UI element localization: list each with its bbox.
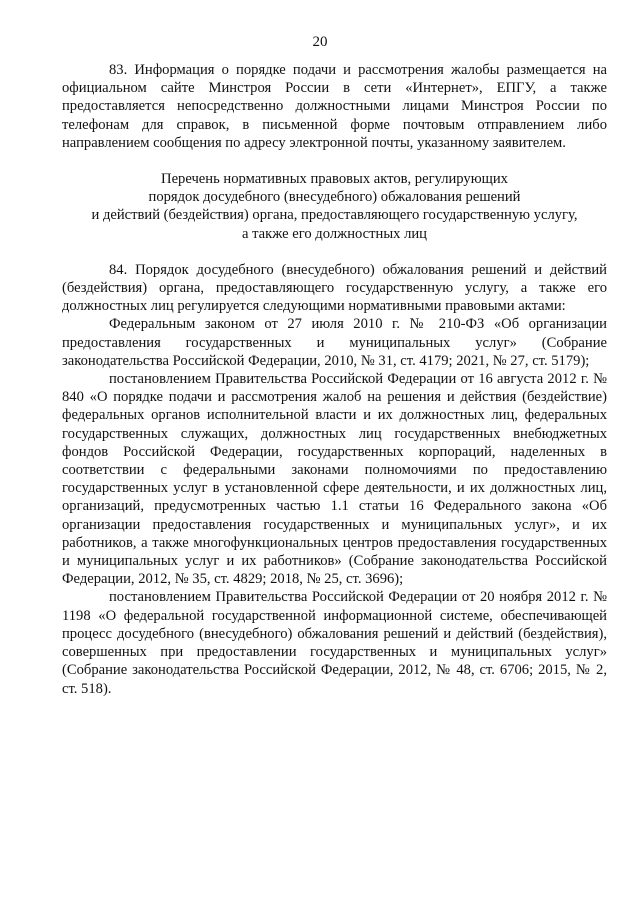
section-heading	[62, 170, 607, 243]
act-federal-law-210: Федеральным законом от 27 июля 2010 г. № 210-ФЗ «Об организации предоставления государственных и муниципальных услуг» (Собрание законодательства Российской Федерации, 2010, № 31, ст. 4179; 2021, № 27, ст. 5179);	[62, 316, 607, 369]
act-resolution-840: постановлением Правительства Российской Федерации от 16 августа 2012 г. № 840 «О порядке подачи и рассмотрения жалоб на решения и действия (бездействие) федеральных органов исполнительной власти и их должностных лиц, федеральных государственных служащих, должностных лиц государственных внебюджетных фондов Российской Федерации, государственных корпораций, наделенных в соответствии с федеральными законами полномочиями по предоставлению государственных услуг в установленной сфере деятельности, и их должностных лиц, организаций, предусмотренных частью 1.1 статьи 16 Федерального закона «Об организации предоставления государственных и муниципальных услуг», и их работников, а также многофункциональных центров предоставления государственных и муниципальных услуг и их работников» (Собрание законодательства Российской Федерации, 2012, № 35, ст. 4829; 2018, № 25, ст. 3696);	[62, 371, 607, 588]
heading-line: порядок досудебного (внесудебного) обжалования решений	[148, 189, 521, 206]
act-resolution-1198: постановлением Правительства Российской Федерации от 20 ноября 2012 г. № 1198 «О федеральной государственной информационной системе, обеспечивающей процесс досудебного (внесудебного) обжалования решений и действий (бездействия), совершенных при предоставлении государственных и муниципальных услуг» (Собрание законодательства Российской Федерации, 2012, № 48, ст. 6706; 2015, № 2, ст. 518).	[62, 589, 607, 697]
document-body	[62, 61, 607, 698]
page-number: 20	[312, 34, 328, 50]
paragraph-83: 83. Информация о порядке подачи и рассмотрения жалобы размещается на официальном сайте Минстроя России в сети «Интернет», ЕПГУ, а также предоставляется непосредственно должностными лицами Минстроя России по телефонам для справок, в письменной форме почтовым отправлением либо направлением сообщения по адресу электронной почты, указанному заявителем.	[62, 62, 607, 151]
heading-line: и действий (бездействия) органа, предоставляющего государственную услугу,	[91, 207, 578, 224]
heading-line: Перечень нормативных правовых актов, регулирующих	[161, 171, 508, 188]
heading-line: а также его должностных лиц	[242, 225, 427, 242]
paragraph-84: 84. Порядок досудебного (внесудебного) обжалования решений и действий (бездействия) органа, предоставляющего государственную услугу, а также его должностных лиц регулируется следующими нормативными правовыми актами:	[62, 261, 607, 315]
